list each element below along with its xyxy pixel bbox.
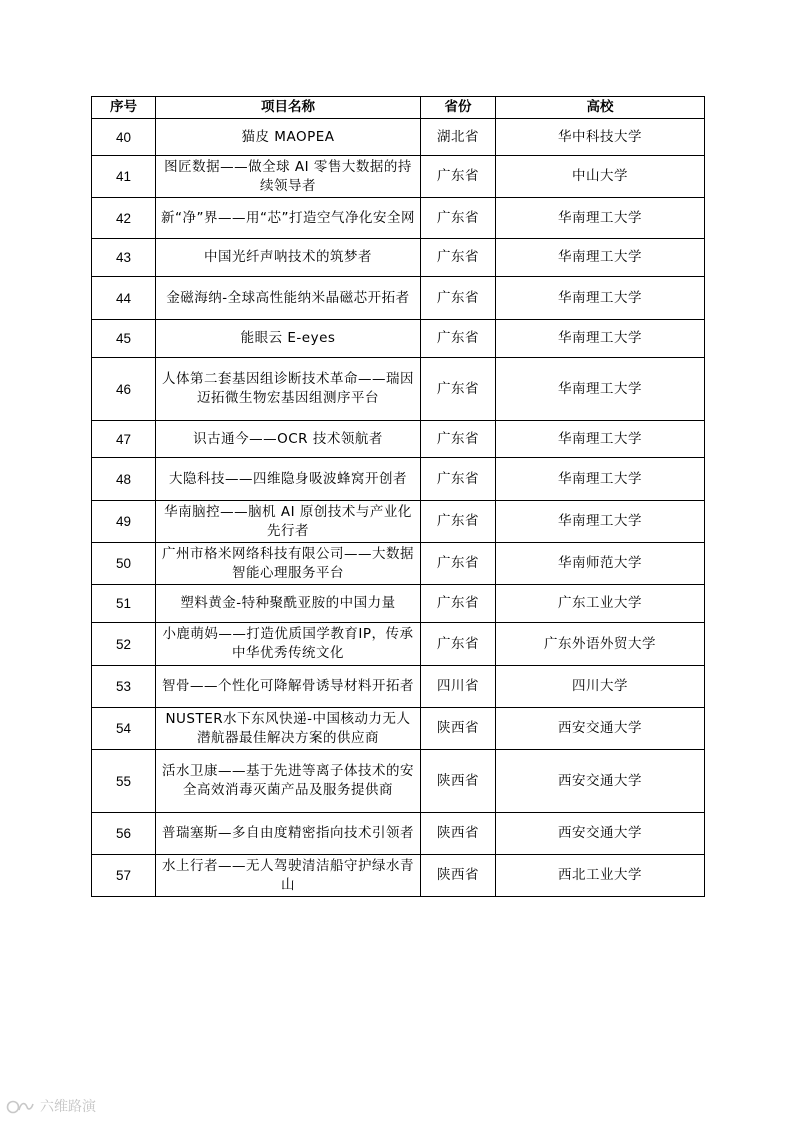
- cell-index: 57: [92, 855, 156, 897]
- cell-province: 广东省: [421, 458, 496, 501]
- cell-university: 中山大学: [496, 156, 705, 198]
- cell-province: 广东省: [421, 320, 496, 358]
- table-row: [92, 320, 705, 358]
- cell-project: 能眼云 E-eyes: [156, 320, 421, 358]
- cell-university: 华南理工大学: [496, 421, 705, 458]
- cell-project: 小鹿萌妈——打造优质国学教育IP，传承中华优秀传统文化: [156, 623, 421, 666]
- table-row: [92, 421, 705, 458]
- cell-index: 49: [92, 501, 156, 543]
- cell-university: 华南理工大学: [496, 358, 705, 421]
- cell-index: 48: [92, 458, 156, 501]
- cell-province: 广东省: [421, 543, 496, 585]
- cell-index: 40: [92, 119, 156, 156]
- table-row: [92, 813, 705, 855]
- cell-index: 41: [92, 156, 156, 198]
- table-row: [92, 358, 705, 421]
- cell-university: 华中科技大学: [496, 119, 705, 156]
- cell-project: 大隐科技——四维隐身吸波蜂窝开创者: [156, 458, 421, 501]
- cell-university: 广东外语外贸大学: [496, 623, 705, 666]
- cell-province: 广东省: [421, 358, 496, 421]
- cell-province: 广东省: [421, 198, 496, 239]
- table-row: [92, 666, 705, 708]
- table-row: [92, 708, 705, 750]
- project-table: [91, 96, 705, 897]
- table-row: [92, 585, 705, 623]
- cell-index: 51: [92, 585, 156, 623]
- cell-project: 华南脑控——脑机 AI 原创技术与产业化先行者: [156, 501, 421, 543]
- cell-province: 广东省: [421, 156, 496, 198]
- cell-index: 53: [92, 666, 156, 708]
- watermark: [6, 1096, 96, 1116]
- cell-project: 水上行者——无人驾驶清洁船守护绿水青山: [156, 855, 421, 897]
- table-row: [92, 156, 705, 198]
- cell-index: 44: [92, 277, 156, 320]
- header-province: 省份: [421, 97, 496, 119]
- cell-index: 42: [92, 198, 156, 239]
- table-row: [92, 623, 705, 666]
- cell-project: 中国光纤声呐技术的筑梦者: [156, 239, 421, 277]
- cell-university: 华南理工大学: [496, 320, 705, 358]
- cell-project: 塑料黄金-特种聚酰亚胺的中国力量: [156, 585, 421, 623]
- cell-province: 陕西省: [421, 708, 496, 750]
- cell-project: 识古通今——OCR 技术领航者: [156, 421, 421, 458]
- table-row: [92, 119, 705, 156]
- cell-index: 47: [92, 421, 156, 458]
- header-index: 序号: [92, 97, 156, 119]
- cell-index: 45: [92, 320, 156, 358]
- cell-index: 52: [92, 623, 156, 666]
- cell-province: 陕西省: [421, 813, 496, 855]
- table-row: [92, 750, 705, 813]
- cell-index: 50: [92, 543, 156, 585]
- cell-province: 广东省: [421, 585, 496, 623]
- cell-project: 金磁海纳-全球高性能纳米晶磁芯开拓者: [156, 277, 421, 320]
- table-row: [92, 239, 705, 277]
- cell-university: 四川大学: [496, 666, 705, 708]
- cell-project: 智骨——个性化可降解骨诱导材料开拓者: [156, 666, 421, 708]
- cell-index: 56: [92, 813, 156, 855]
- cell-project: 普瑞塞斯—多自由度精密指向技术引领者: [156, 813, 421, 855]
- cell-project: NUSTER水下东风快递-中国核动力无人潜航器最佳解决方案的供应商: [156, 708, 421, 750]
- cell-province: 湖北省: [421, 119, 496, 156]
- cell-project: 猫皮 MAOPEA: [156, 119, 421, 156]
- cell-university: 华南理工大学: [496, 501, 705, 543]
- cell-index: 54: [92, 708, 156, 750]
- cell-project: 人体第二套基因组诊断技术革命——瑞因迈拓微生物宏基因组测序平台: [156, 358, 421, 421]
- cell-university: 广东工业大学: [496, 585, 705, 623]
- cell-project: 广州市格米网络科技有限公司——大数据智能心理服务平台: [156, 543, 421, 585]
- table-row: [92, 277, 705, 320]
- header-project: 项目名称: [156, 97, 421, 119]
- cell-province: 广东省: [421, 501, 496, 543]
- cell-university: 华南理工大学: [496, 198, 705, 239]
- cell-university: 西安交通大学: [496, 813, 705, 855]
- table-row: [92, 543, 705, 585]
- cell-university: 华南理工大学: [496, 239, 705, 277]
- cell-province: 广东省: [421, 277, 496, 320]
- cell-university: 西安交通大学: [496, 750, 705, 813]
- table-row: [92, 855, 705, 897]
- cell-province: 陕西省: [421, 855, 496, 897]
- cell-university: 西安交通大学: [496, 708, 705, 750]
- watermark-text: 六维路演: [40, 1099, 96, 1115]
- table-row: [92, 458, 705, 501]
- cell-index: 43: [92, 239, 156, 277]
- cell-project: 新“净”界——用“芯”打造空气净化安全网: [156, 198, 421, 239]
- cell-project: 活水卫康——基于先进等离子体技术的安全高效消毒灭菌产品及服务提供商: [156, 750, 421, 813]
- cell-province: 四川省: [421, 666, 496, 708]
- cell-province: 陕西省: [421, 750, 496, 813]
- cell-province: 广东省: [421, 623, 496, 666]
- table-header-row: [92, 97, 705, 119]
- watermark-logo-icon: [6, 1098, 36, 1114]
- cell-university: 华南师范大学: [496, 543, 705, 585]
- cell-university: 华南理工大学: [496, 458, 705, 501]
- cell-project: 图匠数据——做全球 AI 零售大数据的持续领导者: [156, 156, 421, 198]
- cell-university: 西北工业大学: [496, 855, 705, 897]
- cell-university: 华南理工大学: [496, 277, 705, 320]
- cell-index: 46: [92, 358, 156, 421]
- header-university: 高校: [496, 97, 705, 119]
- table-row: [92, 501, 705, 543]
- cell-index: 55: [92, 750, 156, 813]
- cell-province: 广东省: [421, 239, 496, 277]
- cell-province: 广东省: [421, 421, 496, 458]
- table-row: [92, 198, 705, 239]
